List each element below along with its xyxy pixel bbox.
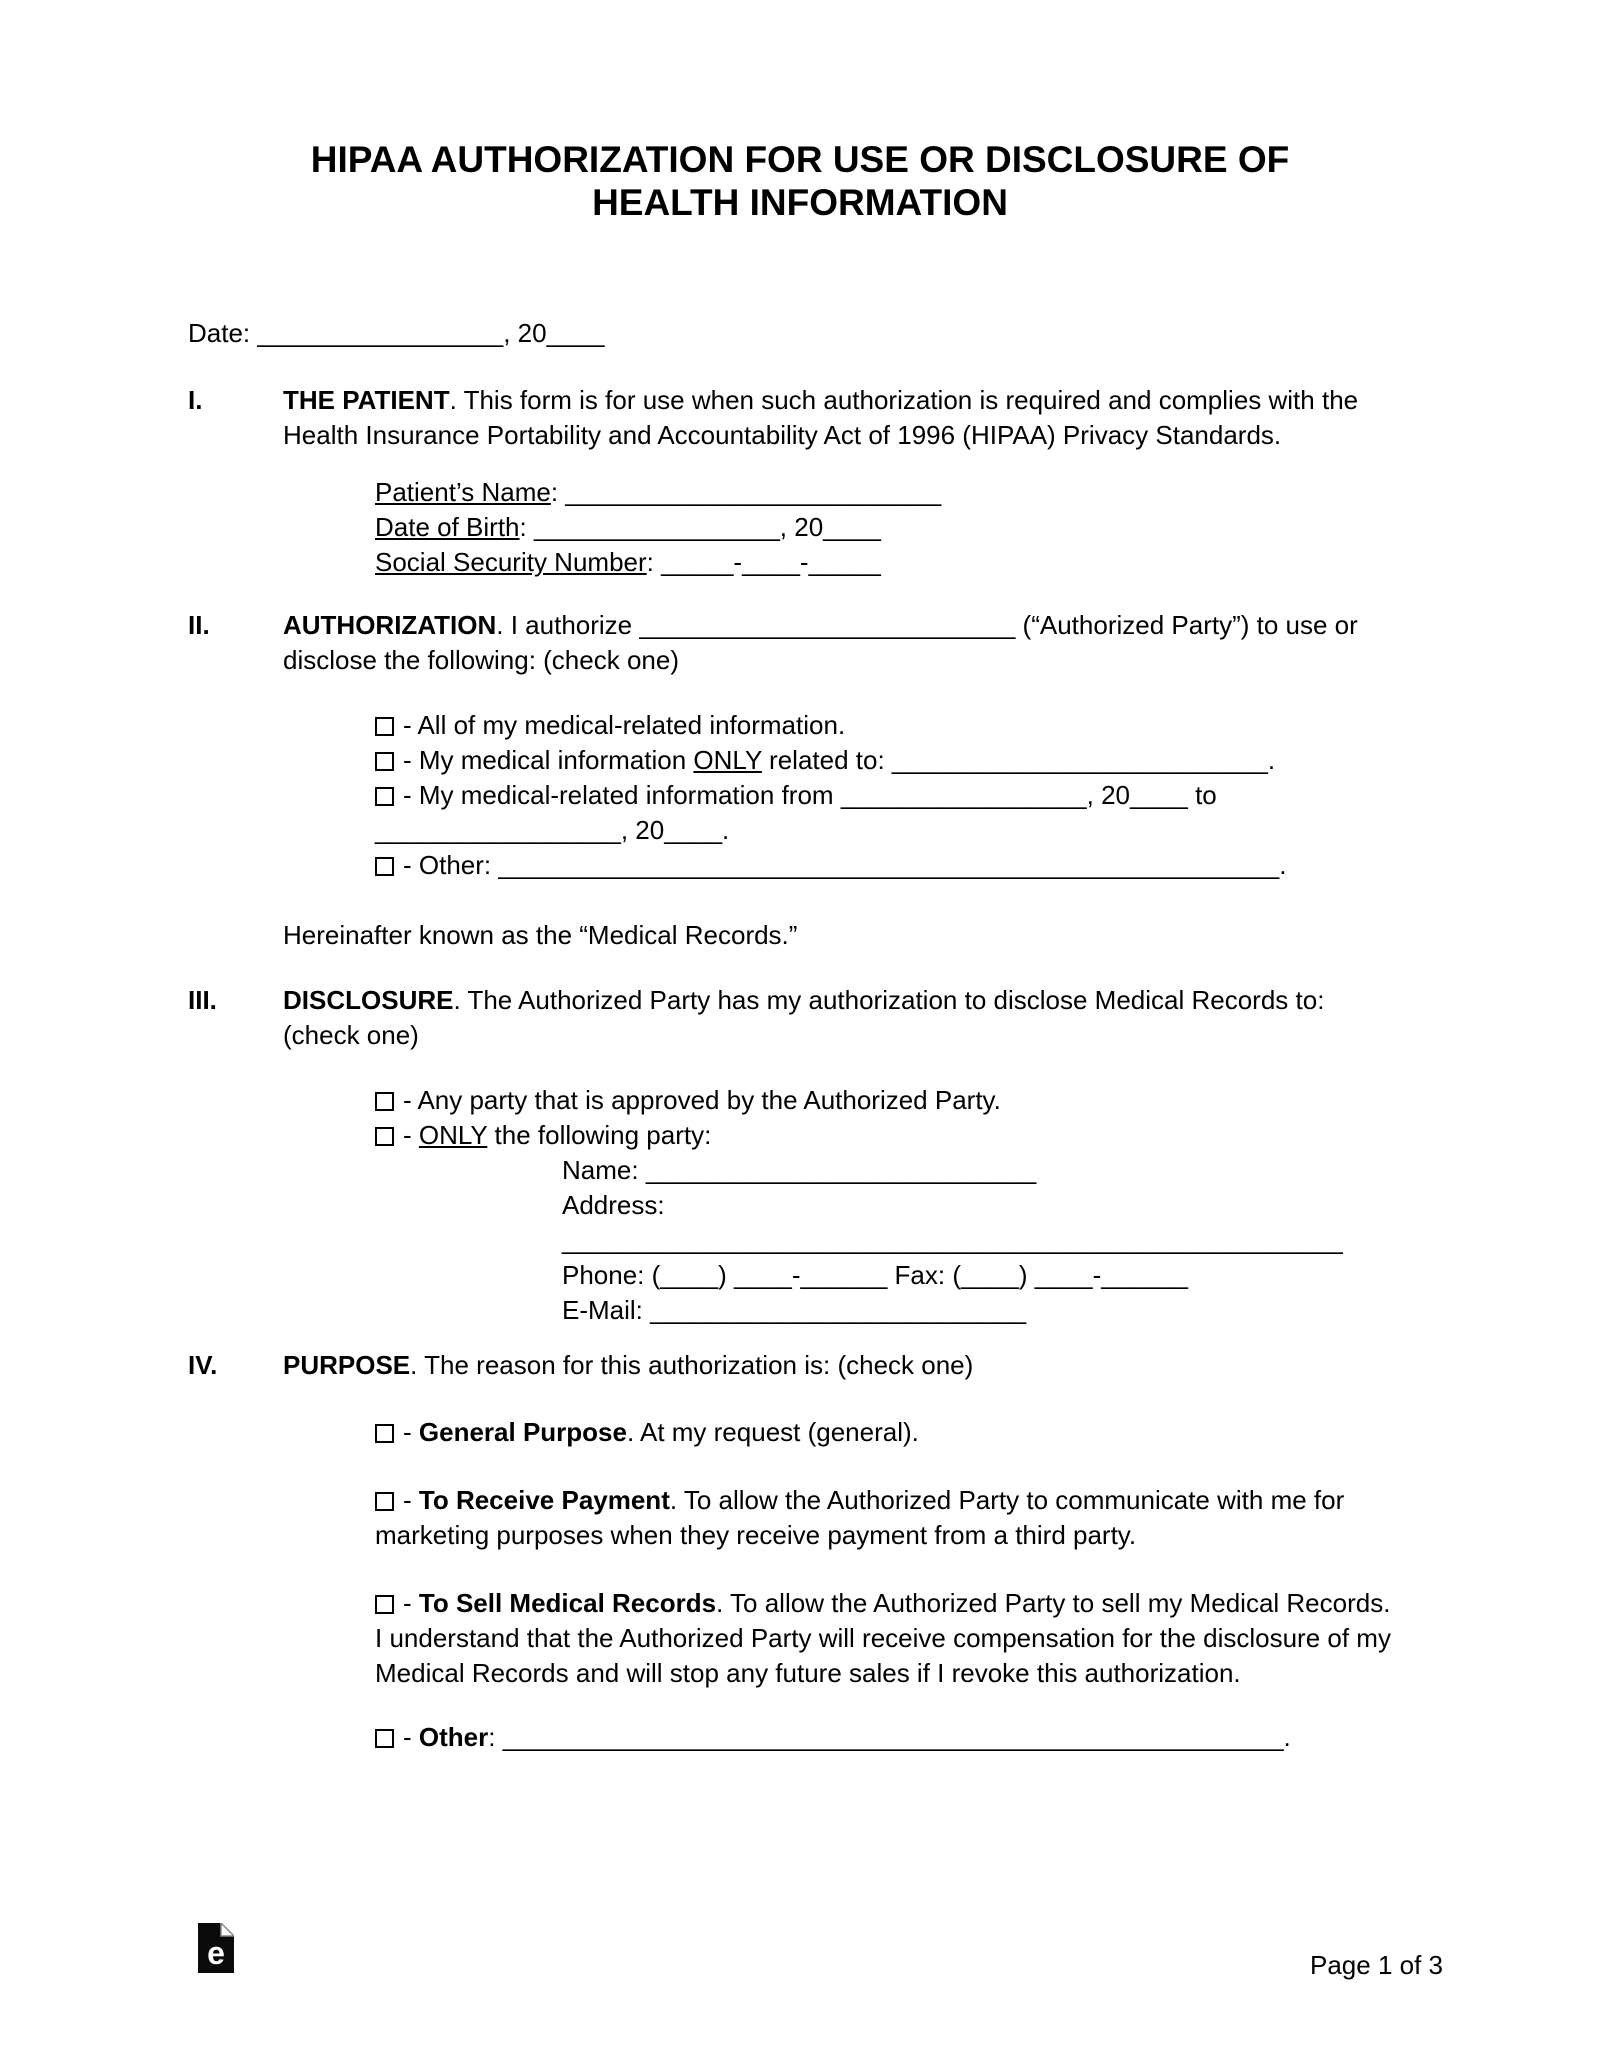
section-2-checkbox-list — [375, 708, 1400, 883]
party-phone-fax-line — [562, 1258, 1400, 1293]
checkbox-receive-payment-icon[interactable] — [375, 1492, 394, 1511]
checkbox-only-party-icon[interactable] — [375, 1127, 394, 1146]
party-email-line — [562, 1293, 1400, 1328]
checkbox-receive-payment-text: . To allow the Authorized Party to communicate with me for marketing purposes when they receive payment from a third party. — [375, 1485, 1345, 1550]
date-range-from-blank-field[interactable]: _________________ — [840, 780, 1087, 810]
section-2-heading: AUTHORIZATION — [283, 610, 497, 640]
checkbox-all-medical-info-label: - All of my medical-related information. — [403, 710, 846, 740]
section-3-disclosure — [188, 983, 1400, 1328]
section-3-text: . The Authorized Party has my authorization to disclose Medical Records to: (check one) — [283, 985, 1325, 1050]
date-range-to-year-prefix: , 20 — [620, 815, 665, 845]
section-2-intro — [283, 608, 1400, 678]
eforms-logo-icon — [198, 1923, 234, 1973]
date-of-birth-colon: : — [519, 512, 534, 542]
checkbox-item-date-range — [375, 778, 1400, 848]
party-email-blank-field[interactable]: __________________________ — [650, 1295, 1027, 1325]
checkbox-only-related-label-pre: - My medical information — [403, 745, 694, 775]
party-phone-area-blank-field[interactable]: ____ — [660, 1260, 719, 1290]
checkbox-item-other-purpose — [375, 1720, 1400, 1755]
date-range-from-year-prefix: , 20 — [1086, 780, 1131, 810]
section-1-numeral: I. — [188, 385, 203, 415]
only-related-blank-field[interactable]: __________________________ — [891, 745, 1268, 775]
party-fax-prefix-blank-field[interactable]: ____ — [1034, 1260, 1093, 1290]
patient-fields — [375, 475, 1400, 580]
checkbox-general-purpose-text: . At my request (general). — [626, 1417, 919, 1447]
ssn-colon: : — [646, 547, 662, 577]
section-2-text-pre: . I authorize — [496, 610, 640, 640]
ssn-label: Social Security Number — [375, 547, 647, 577]
section-1-the-patient — [188, 383, 1400, 580]
date-range-to-blank-field[interactable]: _________________ — [375, 815, 621, 845]
party-address-blank-field[interactable]: ______________________________________________________ — [562, 1225, 1343, 1255]
checkbox-other-purpose-colon: : — [488, 1722, 503, 1752]
date-year-blank-field[interactable]: ____ — [546, 318, 605, 348]
section-4-body — [283, 1348, 1400, 1755]
page-number: Page 1 of 3 — [1310, 1950, 1443, 1980]
checkbox-general-purpose-dash: - — [403, 1417, 419, 1447]
party-phone-label: Phone: ( — [562, 1260, 661, 1290]
date-line — [188, 316, 1400, 351]
checkbox-sell-records-dash: - — [403, 1588, 419, 1618]
checkbox-item-sell-records — [375, 1586, 1400, 1691]
date-year-prefix: , 20 — [503, 318, 547, 348]
checkbox-receive-payment-dash: - — [403, 1485, 419, 1515]
hereinafter-note: Hereinafter known as the “Medical Records.” — [283, 920, 798, 950]
section-2-authorization — [188, 608, 1400, 953]
checkbox-all-medical-info-icon[interactable] — [375, 717, 394, 736]
patient-name-line — [375, 475, 1400, 510]
checkbox-other-purpose-label: Other — [418, 1722, 489, 1752]
section-1-heading: THE PATIENT — [283, 385, 450, 415]
checkbox-only-party-label-post: the following party: — [487, 1120, 712, 1150]
ssn-blank-field[interactable]: _____-____-_____ — [661, 547, 881, 577]
date-of-birth-year-blank-field[interactable]: ____ — [823, 512, 882, 542]
party-name-label: Name: — [562, 1155, 646, 1185]
checkbox-item-any-party — [375, 1083, 1400, 1118]
patient-name-label: Patient’s Name — [375, 477, 551, 507]
party-fax-close-paren: ) — [1018, 1260, 1035, 1290]
section-3-numeral: III. — [188, 985, 217, 1015]
other-info-blank-field[interactable]: ______________________________________________________ — [498, 850, 1280, 880]
date-range-to-word: to — [1187, 780, 1217, 810]
checkbox-any-party-label: - Any party that is approved by the Authorized Party. — [403, 1085, 1001, 1115]
checkbox-other-info-period: . — [1279, 850, 1287, 880]
checkbox-item-only-party — [375, 1118, 1400, 1153]
party-fax-area-blank-field[interactable]: ____ — [960, 1260, 1019, 1290]
checkbox-general-purpose-icon[interactable] — [375, 1424, 394, 1443]
date-of-birth-year-prefix: , 20 — [779, 512, 824, 542]
checkbox-item-all-medical-info — [375, 708, 1400, 743]
checkbox-date-range-period: . — [722, 815, 730, 845]
party-name-line — [562, 1153, 1400, 1188]
section-4-text: . The reason for this authorization is: (check one) — [410, 1350, 974, 1380]
checkbox-date-range-label: - My medical-related information from — [403, 780, 841, 810]
party-phone-dash: - — [791, 1260, 801, 1290]
checkbox-other-info-label: - Other: — [403, 850, 499, 880]
section-1-text: . This form is for use when such authorization is required and complies with the Health Insurance Portability and Accountability Act of 1996 (HIPAA) Privacy Standards. — [283, 385, 1359, 450]
date-range-to-year-blank-field[interactable]: ____ — [664, 815, 723, 845]
section-4-purpose — [188, 1348, 1400, 1755]
checkbox-only-related-label-post: related to: — [761, 745, 892, 775]
ssn-line — [375, 545, 1400, 580]
checkbox-sell-records-icon[interactable] — [375, 1595, 394, 1614]
date-range-from-year-blank-field[interactable]: ____ — [1130, 780, 1188, 810]
party-fields — [562, 1153, 1400, 1328]
section-3-intro — [283, 983, 1400, 1053]
checkbox-only-related-period: . — [1267, 745, 1276, 775]
date-blank-field[interactable]: _________________ — [257, 318, 504, 348]
eforms-logo — [198, 1923, 234, 1973]
authorized-party-blank-field[interactable]: __________________________ — [639, 610, 1016, 640]
checkbox-only-related-only-word: ONLY — [693, 745, 762, 775]
checkbox-item-other-info — [375, 848, 1400, 883]
section-1-intro — [283, 383, 1400, 453]
document-title-line-1: HIPAA AUTHORIZATION FOR USE OR DISCLOSURE OF — [310, 139, 1290, 180]
document-title — [0, 0, 1600, 224]
section-2-text-post: (“Authorized Party”) to use or disclose the following: (check one) — [283, 610, 1358, 675]
checkbox-sell-records-label: To Sell Medical Records — [418, 1588, 717, 1618]
checkbox-other-purpose-dash: - — [403, 1722, 419, 1752]
checkbox-item-receive-payment — [375, 1483, 1400, 1553]
checkbox-other-info-icon[interactable] — [375, 857, 394, 876]
checkbox-only-party-dash: - — [403, 1120, 419, 1150]
checkbox-receive-payment-label: To Receive Payment — [418, 1485, 670, 1515]
section-4-numeral: IV. — [188, 1350, 218, 1380]
date-label: Date: — [188, 318, 258, 348]
checkbox-general-purpose-label: General Purpose — [418, 1417, 627, 1447]
checkbox-sell-records-text: . To allow the Authorized Party to sell my Medical Records. I understand that the Authorized Party will receive compensation for the disclosure of my Medical Records and will stop any future sales if I revoke this authorization. — [375, 1588, 1391, 1688]
checkbox-any-party-icon[interactable] — [375, 1092, 394, 1111]
party-address-line — [562, 1188, 1400, 1258]
section-2-body — [283, 608, 1400, 953]
section-1-body — [283, 383, 1400, 580]
checkbox-item-general-purpose — [375, 1415, 1400, 1450]
logo-letter: e — [207, 1935, 225, 1971]
document-body — [188, 316, 1400, 1755]
checkbox-only-related-icon[interactable] — [375, 752, 394, 771]
party-phone-line-blank-field[interactable]: ______ — [800, 1260, 888, 1290]
checkbox-only-party-only-word: ONLY — [418, 1120, 488, 1150]
section-2-numeral: II. — [188, 610, 210, 640]
date-of-birth-line — [375, 510, 1400, 545]
checkbox-date-range-icon[interactable] — [375, 787, 394, 806]
section-3-checkbox-list — [375, 1083, 1400, 1328]
party-email-label: E-Mail: — [562, 1295, 651, 1325]
section-3-body — [283, 983, 1400, 1328]
section-4-intro — [283, 1348, 1400, 1383]
checkbox-item-only-related — [375, 743, 1400, 778]
party-phone-prefix-blank-field[interactable]: ____ — [734, 1260, 792, 1290]
document-title-line-2: HEALTH INFORMATION — [592, 182, 1008, 223]
party-fax-line-blank-field[interactable]: ______ — [1101, 1260, 1188, 1290]
date-of-birth-blank-field[interactable]: _________________ — [533, 512, 780, 542]
party-phone-close-paren: ) — [718, 1260, 735, 1290]
party-address-label: Address: — [562, 1190, 665, 1220]
other-purpose-blank-field[interactable]: ______________________________________________________ — [502, 1722, 1284, 1752]
party-name-blank-field[interactable]: ___________________________ — [645, 1155, 1037, 1185]
checkbox-other-purpose-icon[interactable] — [375, 1729, 394, 1748]
patient-name-blank-field[interactable]: __________________________ — [565, 477, 942, 507]
party-fax-dash: - — [1092, 1260, 1102, 1290]
date-of-birth-label: Date of Birth — [375, 512, 520, 542]
checkbox-other-purpose-period: . — [1283, 1722, 1291, 1752]
section-4-heading: PURPOSE — [283, 1350, 411, 1380]
party-fax-label: Fax: ( — [887, 1260, 961, 1290]
patient-name-colon: : — [550, 477, 566, 507]
section-3-heading: DISCLOSURE — [283, 985, 454, 1015]
